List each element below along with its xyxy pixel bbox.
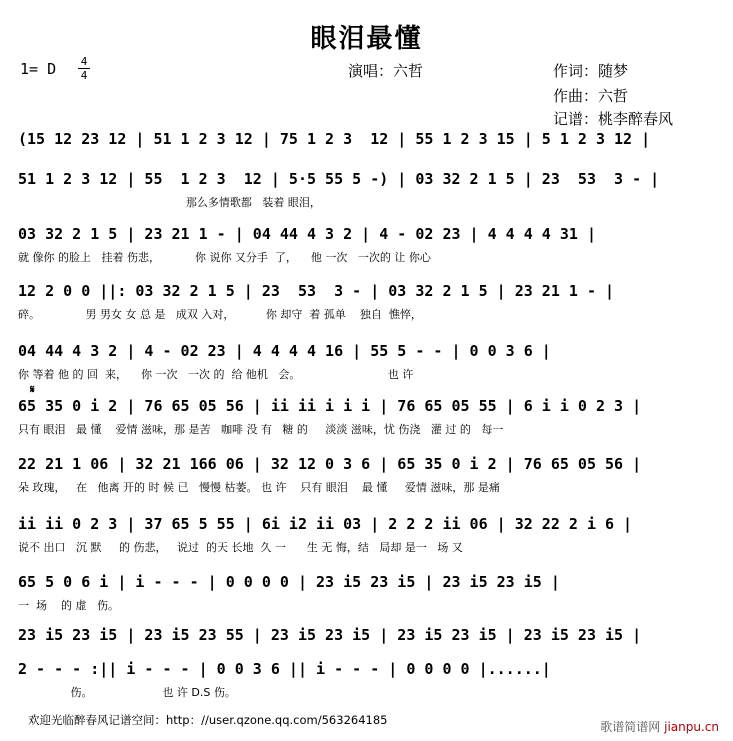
time-signature	[78, 56, 90, 81]
score-notes: 65 5 0 6 i | i - - - | 0 0 0 0 | 23 i5 23 i5 | 23 i5 23 i5 |	[18, 573, 560, 591]
score-lyrics: 朵 玫瑰， 在 他离 开的 时 候 已 慢慢 枯萎。 也 许 只有 眼泪 最 懂 爱情 滋味，那 是痛	[18, 481, 500, 494]
score-lyrics: 就 像你 的脸上 挂着 伤悲， 你 说你 又分手 了， 他 一次 一次的 让 你心	[18, 251, 431, 264]
score-lyrics: 一 场 的 虚 伤。	[18, 599, 119, 612]
watermark-cn: 歌谱简谱网	[600, 720, 661, 734]
score-notes: 2 - - - :|| i - - - | 0 0 3 6 || i - - - | 0 0 0 0 |......|	[18, 660, 551, 678]
song-title: 眼泪最懂	[310, 24, 423, 54]
score-notes: 65 35 0 i 2 | 76 65 05 56 | ii ii i i i | 76 65 05 55 | 6 i i 0 2 3 |	[18, 397, 642, 415]
score-notes: 23 i5 23 i5 | 23 i5 23 55 | 23 i5 23 i5 | 23 i5 23 i5 | 23 i5 23 i5 |	[18, 626, 642, 644]
singer-credit: 演唱：六哲	[348, 62, 424, 80]
score-notes: 03 32 2 1 5 | 23 21 1 - | 04 44 4 3 2 | 4 - 02 23 | 4 4 4 4 31 |	[18, 225, 596, 243]
score-notes: ii ii 0 2 3 | 37 65 5 55 | 6i i2 ii 03 | 2 2 2 ii 06 | 32 22 2 i 6 |	[18, 515, 633, 533]
score-notes: 22 21 1 06 | 32 21 166 06 | 32 12 0 3 6 | 65 35 0 i 2 | 76 65 05 56 |	[18, 455, 642, 473]
watermark	[600, 718, 719, 735]
score-notes: 04 44 4 3 2 | 4 - 02 23 | 4 4 4 4 16 | 55 5 - - | 0 0 3 6 |	[18, 342, 551, 360]
score-lyrics: 说不 出口 沉 默 的 伤悲， 说过 的天 长地 久 一 生 无 悔，结 局却 是一 场 又	[18, 541, 463, 554]
footer-text: 欢迎光临醉春风记谱空间：http：//user.qzone.qq.com/563264185	[28, 713, 388, 727]
transcriber-credit: 记谱：桃李醉春风	[553, 110, 674, 128]
score-lyrics: 碎。 男 男女 女 总 是 成双 入对， 你 却守 着 孤单 独自 憔悴，	[18, 308, 422, 321]
score-notes: 51 1 2 3 12 | 55 1 2 3 12 | 5·5 55 5 -) | 03 32 2 1 5 | 23 53 3 - |	[18, 170, 660, 188]
score-lyrics: 你 等着 他 的 回 来， 你 一次 一次 的 给 他机 会。 也 许	[18, 368, 414, 381]
score-notes: (15 12 23 12 | 51 1 2 3 12 | 75 1 2 3 12 | 55 1 2 3 15 | 5 1 2 3 12 |	[18, 130, 651, 148]
time-top: 4	[80, 55, 88, 68]
score-lyrics: 那么多情歌都 装着 眼泪，	[18, 196, 321, 209]
lyricist-credit: 作词：随梦	[553, 62, 629, 80]
score-lyrics: 只有 眼泪 最 懂 爱情 滋味，那 是苦 咖啡 没 有 糖 的 淡淡 滋味，忧 伤浇 灌 过 的 每一	[18, 423, 504, 436]
key-signature: 1= D	[20, 60, 57, 78]
composer-credit: 作曲：六哲	[553, 87, 629, 105]
time-bottom: 4	[80, 69, 88, 82]
watermark-url: jianpu.cn	[664, 720, 719, 734]
score-lyrics: 伤。 也 许 D.S 伤。	[18, 686, 236, 699]
score-notes: 12 2 0 0 ||: 03 32 2 1 5 | 23 53 3 - | 03 32 2 1 5 | 23 21 1 - |	[18, 282, 615, 300]
dal-segno-sign: 𝄋	[30, 383, 35, 396]
